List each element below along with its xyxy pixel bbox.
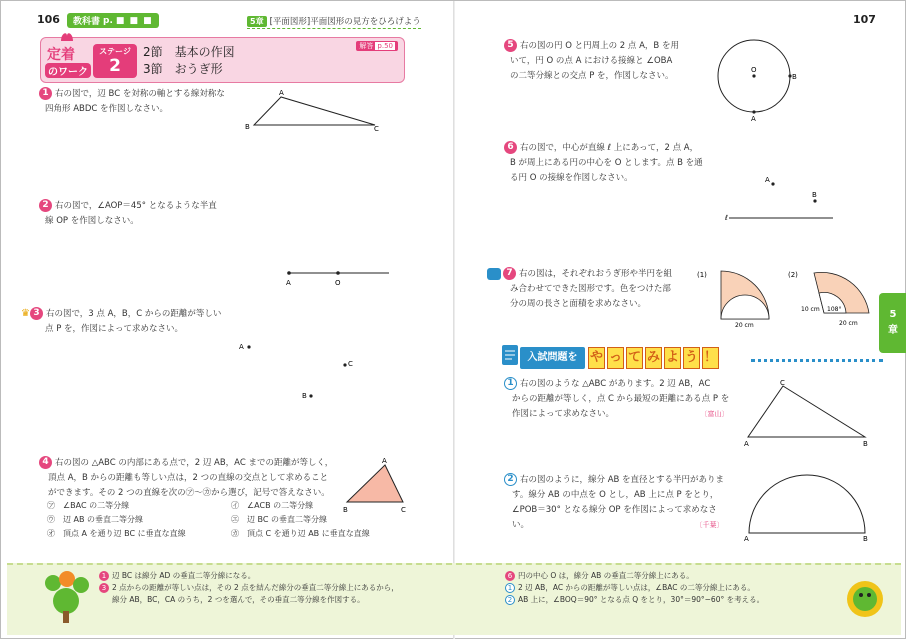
choice-item: ㋕ 頂点 C を通り辺 AB に垂直な直線 (231, 529, 370, 538)
choice-row (47, 527, 370, 541)
label-108: 108° (827, 306, 842, 313)
title-char: っ (607, 347, 624, 369)
title-char: う (683, 347, 700, 369)
question-7 (487, 267, 672, 312)
chapter-badge: 5章 (247, 16, 267, 27)
nyushi-question-2 (504, 473, 724, 533)
choice-item: ㋒ 辺 AB の垂直二等分線 (47, 515, 144, 524)
label-b: B (245, 123, 250, 131)
question-number: 1 (504, 377, 517, 390)
hint-number: 1 (505, 583, 515, 593)
stage-badge (93, 44, 137, 78)
hint-number: 3 (99, 583, 109, 593)
label-part-2: (2) (788, 271, 798, 279)
figure-q4-triangle (339, 455, 413, 515)
question-text: 作図によって求めなさい。 (512, 409, 615, 419)
hint-number: 2 (505, 595, 515, 605)
section-title-2: 3節 おうぎ形 (143, 62, 223, 76)
label-a: A (765, 176, 770, 184)
hint-number: 6 (505, 571, 515, 581)
hint-text: 円の中心 O は，線分 AB の垂直二等分線上にある。 (518, 571, 694, 580)
question-text: 右の図で，3 点 A，B，C からの距離が等しい (45, 309, 222, 319)
hint-text: 線分 AB，BC，CA のうち，2 つを選んで，その垂直二等分線を作図する。 (112, 595, 365, 604)
nyushi-title (588, 347, 719, 371)
figure-nyushi-2-semicircle (739, 471, 875, 543)
label-a: A (744, 440, 749, 448)
question-text: み合わせてできた図形です。色をつけた部 (510, 284, 671, 294)
label-c: C (401, 506, 406, 514)
question-text: からの距離が等しく，点 C から最短の距離にある点 P を (512, 394, 730, 404)
label-b: B (792, 73, 797, 81)
question-3 (21, 306, 221, 337)
answer-badge (356, 41, 398, 51)
label-b: B (863, 440, 868, 448)
logo-bottom: のワーク (45, 63, 91, 78)
label-a: A (239, 343, 244, 351)
label-l: ℓ (725, 214, 728, 222)
label-o: O (751, 66, 757, 74)
answer-label: 解答 (359, 42, 374, 50)
source-toyama: 〔富山〕 (704, 410, 729, 418)
figure-nyushi-1-triangle (739, 377, 875, 449)
choice-item: ㋔ 頂点 A を通り辺 BC に垂直な直線 (47, 529, 186, 538)
question-text: の二等分線との交点 P を，作図しなさい。 (510, 71, 674, 81)
question-text: 点 P を，作図によって求めなさい。 (45, 324, 184, 334)
label-b: B (302, 392, 307, 400)
question-number: 2 (504, 473, 517, 486)
figure-q3-points (235, 337, 365, 403)
answer-page: p.50 (377, 42, 393, 50)
chapter-tab-label: 章 (888, 325, 898, 336)
hint-character-icon (845, 575, 885, 623)
hints-left (99, 570, 399, 606)
hints-footer (7, 563, 901, 635)
question-text: B が周上にある円の中心を O とします。点 B を通 (510, 158, 703, 168)
hint-text: 辺 BC は線分 AD の垂直二等分線になる。 (112, 571, 256, 580)
label-a: A (751, 115, 756, 123)
hint-text: AB 上に，∠BOQ＝90° となる点 Q をとり，30°＝90°−60° を考える。 (518, 595, 765, 604)
figure-q1-triangle (241, 87, 386, 133)
question-number: 6 (504, 141, 517, 154)
figure-q5-circle (713, 37, 803, 123)
section-title-1: 2節 基本の作図 (143, 45, 235, 59)
nyushi-question-1 (504, 377, 729, 422)
q4-choices (47, 499, 370, 541)
question-number: 3 (30, 307, 43, 320)
label-part-1: (1) (697, 271, 707, 279)
question-text: 右の図のように，線分 AB を直径とする半円がありま (520, 475, 725, 485)
question-text: 四角形 ABDC を作図しなさい。 (45, 104, 169, 114)
stage-label: ステージ (99, 47, 131, 56)
question-1 (39, 87, 225, 117)
question-number: 5 (504, 39, 517, 52)
label-20cm-1: 20 cm (735, 322, 754, 329)
section-title-box (40, 37, 405, 83)
dotted-divider (751, 359, 883, 362)
hint-tree-icon (41, 571, 91, 627)
question-text: いて，円 O の点 A における接線と ∠OBA (510, 56, 673, 66)
choice-item: ㋐ ∠BAC の二等分線 (47, 501, 130, 510)
crown-icon: ♛ (21, 308, 30, 319)
label-b: B (863, 535, 868, 543)
question-text: 分の周の長さと面積を求めなさい。 (510, 299, 647, 309)
label-c: C (374, 125, 379, 133)
question-number: 1 (39, 87, 52, 100)
question-text: ができます。その 2 つの直線を次の㋐〜㋕から選び，記号で答えなさい。 (48, 488, 330, 498)
question-text: い。 (512, 520, 530, 530)
label-b: B (812, 191, 817, 199)
chapter-header (247, 15, 421, 29)
stage-number: 2 (109, 56, 121, 76)
logo-top: 定着 (47, 47, 75, 63)
question-text: 頂点 A，B からの距離も等しい点は，2 つの直線の交点として求めること (48, 473, 329, 483)
title-char: ！ (702, 347, 719, 369)
source-chiba: 〔千葉〕 (699, 521, 724, 529)
hints-right (505, 570, 764, 606)
question-number: 2 (39, 199, 52, 212)
question-text: 右の図で，∠AOP＝45° となるような半直 (55, 201, 217, 211)
figure-q6-line (723, 171, 835, 225)
label-10cm: 10 cm (801, 306, 820, 313)
chapter-tab (879, 293, 906, 353)
question-text: 線 OP を作図しなさい。 (45, 216, 139, 226)
chapter-title: [平面図形]平面図形の見方をひろげよう (269, 17, 421, 27)
figure-q7-sectors (691, 265, 877, 331)
title-char: よ (664, 347, 681, 369)
hint-number: 1 (99, 571, 109, 581)
label-c: C (780, 379, 785, 387)
title-char: て (626, 347, 643, 369)
question-number: 4 (39, 456, 52, 469)
question-5 (504, 39, 679, 84)
textbook-label: 教科書 (73, 17, 101, 27)
question-4 (39, 456, 333, 501)
label-c: C (348, 360, 353, 368)
left-page-number: 106 (37, 13, 60, 26)
choice-item: ㋑ ∠ACB の二等分線 (231, 501, 314, 510)
hint-text: 2 辺 AB，AC からの距離が等しい点は，∠BAC の二等分線上にある。 (518, 583, 755, 592)
label-b: B (343, 506, 348, 514)
teichaku-logo (41, 38, 95, 82)
label-20cm-2: 20 cm (839, 320, 858, 327)
question-text: 右の図で，中心が直線 ℓ 上にあって，2 点 A， (520, 143, 699, 153)
choice-row (47, 513, 370, 527)
hint-text: 2 点からの距離が等しい点は，その 2 点を結んだ線分の垂直二等分線上にあるから， (112, 583, 399, 592)
question-text: ∠POB＝30° となる線分 OP を作図によって求めなさ (512, 505, 717, 515)
question-text: 右の図は，それぞれおうぎ形や半円を組 (519, 269, 673, 279)
question-text: 右の図で，辺 BC を対称の軸とする線対称な (55, 89, 225, 99)
section-titles (143, 44, 235, 78)
chapter-tab-number: 5 (889, 309, 897, 320)
question-2 (39, 199, 217, 229)
title-char: み (645, 347, 662, 369)
label-a: A (286, 279, 291, 287)
label-a: A (382, 457, 387, 465)
question-6 (504, 141, 703, 186)
nyushi-label: 入試問題を (520, 347, 585, 369)
page-gutter (453, 1, 455, 639)
textbook-page-dots: ■ ■ ■ (115, 15, 153, 26)
right-page-number: 107 (853, 13, 876, 26)
label-a: A (744, 535, 749, 543)
question-text: す。線分 AB の中点を O とし，AB 上に点 P をとり， (512, 490, 719, 500)
choice-row (47, 499, 370, 513)
tulip-icon (57, 30, 77, 42)
textbook-page: p. (103, 15, 113, 26)
label-o: O (335, 279, 341, 287)
question-text: る円 O の接線を作図しなさい。 (510, 173, 633, 183)
rocket-icon (487, 268, 501, 280)
label-a: A (279, 89, 284, 97)
question-text: 右の図の △ABC の内部にある点で，2 辺 AB，AC までの距離が等しく， (55, 458, 334, 468)
question-number: 7 (503, 267, 516, 280)
question-text: 右の図の円 O と円周上の 2 点 A，B を用 (520, 41, 679, 51)
textbook-reference-bar (67, 13, 159, 28)
choice-item: ㋓ 辺 BC の垂直二等分線 (231, 515, 328, 524)
title-char: や (588, 347, 605, 369)
question-text: 右の図のような △ABC があります。2 辺 AB，AC (520, 379, 711, 389)
figure-q2-ray (281, 265, 391, 289)
